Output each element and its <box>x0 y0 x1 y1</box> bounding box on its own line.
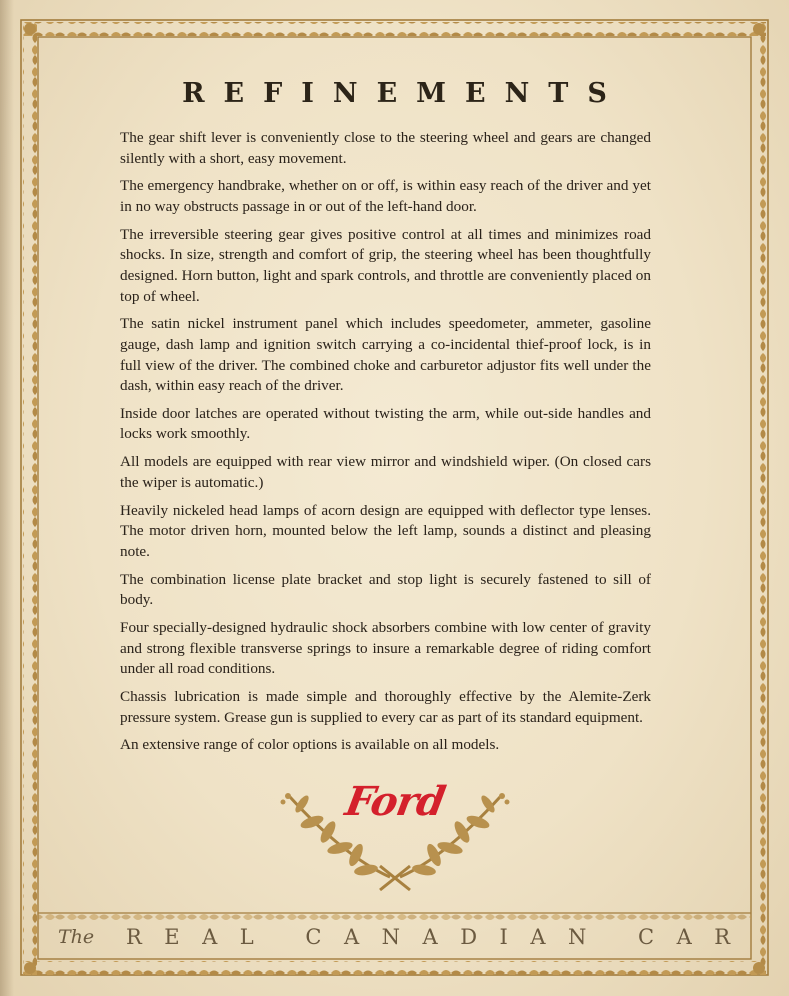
paragraph-steering: The irreversible steering gear gives positive control at all times and minimizes road shocks. In size, strength and comfort of grip, the steering wheel has been thoughtfully designed. Horn button, light and spark controls, and throttle are conveniently placed on top of wheel. <box>120 225 651 305</box>
paragraph-license-plate: The combination license plate bracket and stop light is securely fastened to sill of body. <box>120 570 651 609</box>
footer-the: The <box>58 926 95 948</box>
paragraph-door-latches: Inside door latches are operated without twisting the arm, while out-side handles and locks work smoothly. <box>120 404 651 443</box>
ford-logo: Ford <box>341 778 449 825</box>
paragraph-color-options: An extensive range of color options is available on all models. <box>120 736 500 754</box>
footer <box>0 924 789 954</box>
paragraph-mirror-wiper: All models are equipped with rear view mirror and windshield wiper. (On closed cars the wiper is automatic.) <box>120 453 651 491</box>
paragraph-instrument-panel: The satin nickel instrument panel which includes speedometer, ammeter, gasoline gauge, dash lamp and ignition switch carrying a co-incidental thief-proof lock, is in full view of the driver. The combined choke and carburetor adjustor fits well under the dash, within easy reach of the driver. <box>120 315 651 395</box>
paragraph-shock-absorbers: Four specially-designed hydraulic shock absorbers combine with low center of gravity and strong flexible transverse springs to insure a remarkable degree of riding comfort under all road conditions. <box>120 618 651 678</box>
paragraph-lubrication: Chassis lubrication is made simple and thoroughly effective by the Alemite-Zerk pressure system. Grease gun is supplied to every car as part of its standard equipment. <box>120 687 651 726</box>
paragraph-handbrake: The emergency handbrake, whether on or off, is within easy reach of the driver and yet in no way obstructs passage in or out of the left-hand door. <box>120 177 651 215</box>
body-text <box>120 128 651 763</box>
paragraph-gear-shift: The gear shift lever is conveniently close to the steering wheel and gears are changed silently with a short, easy movement. <box>120 129 651 167</box>
footer-slogan: REAL CANADIAN CAR <box>126 925 753 949</box>
page-title: REFINEMENTS <box>182 78 626 109</box>
paragraph-head-lamps: Heavily nickeled head lamps of acorn design are equipped with deflector type lenses. The motor driven horn, mounted below the left lamp, sounds a distinct and pleasing note. <box>120 501 651 560</box>
